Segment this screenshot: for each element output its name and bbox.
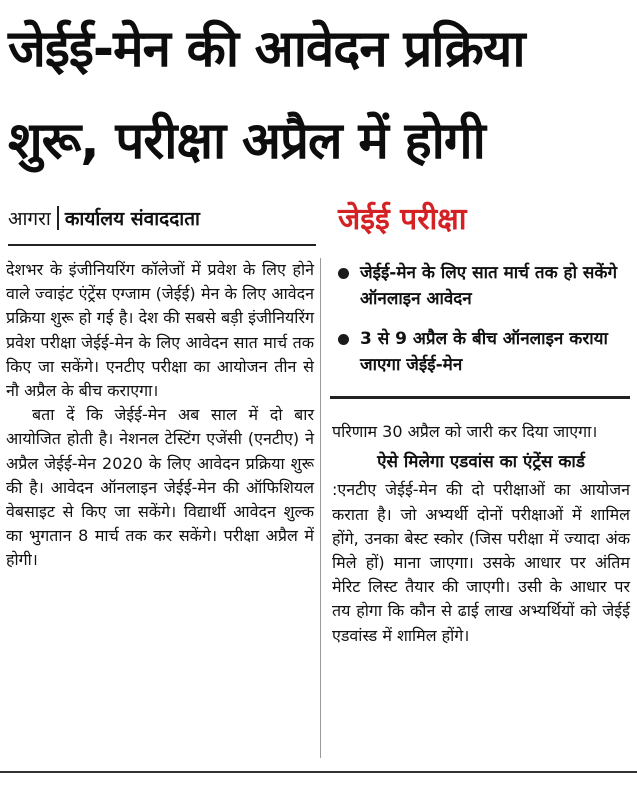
dateline-separator bbox=[57, 206, 59, 230]
dateline-byline: कार्यालय संवाददाता bbox=[64, 208, 200, 230]
dateline-rule bbox=[8, 244, 316, 246]
right-paragraph-2: :एनटीए जेईई-मेन की दो परीक्षाओं का आयोजन कराता है। जो अभ्यर्थी दोनों परीक्षाओं में शामिल होंगे, उनका बेस्ट स्कोर (जिस परीक्षा में ज्यादा अंक मिले हों) माना जाएगा। उसके आधार पर अंतिम मेरिट लिस्ट तैयार की जाएगी। उसी के आधार पर तय होगा कि कौन से ढाई लाख अभ्यर्थियों को जेईई एडवांस्ड में शामिल होंगे। bbox=[332, 480, 630, 645]
bottom-rule bbox=[0, 771, 637, 773]
bullet-dot-icon bbox=[338, 334, 349, 345]
dateline-city: आगरा bbox=[8, 208, 51, 230]
article-right-column bbox=[332, 420, 630, 648]
headline-line-1: जेईई-मेन की आवेदन प्रक्रिया bbox=[8, 20, 525, 79]
article-left-column bbox=[6, 258, 314, 573]
right-paragraph-1: परिणाम 30 अप्रैल को जारी कर दिया जाएगा। bbox=[332, 422, 598, 441]
headline-line-2: शुरू, परीक्षा अप्रैल में होगी bbox=[8, 112, 485, 171]
highlight-bullet bbox=[338, 260, 630, 312]
right-subheading: ऐसे मिलेगा एडवांस का एंट्रेंस कार्ड bbox=[377, 452, 585, 473]
highlight-box-bullets bbox=[338, 260, 630, 392]
highlight-box-title: जेईई परीक्षा bbox=[338, 202, 467, 237]
left-paragraph-2: बता दें कि जेईई-मेन अब साल में दो बार आयोजित होती है। नेशनल टेस्टिंग एजेंसी (एनटीए) ने अप्रैल जेईई-मेन 2020 के लिए आवेदन प्रक्रिया शुरू की है। आवेदन ऑनलाइन जेईई-मेन की ऑफिशियल वेबसाइट से किए जा सकेंगे। विद्यार्थी आवेदन शुल्क का भुगतान 8 मार्च तक कर सकेंगे। परीक्षा अप्रैल में होगी। bbox=[6, 405, 314, 570]
highlight-box-rule bbox=[330, 396, 630, 399]
headline bbox=[8, 4, 630, 188]
highlight-bullet bbox=[338, 326, 630, 378]
bullet-dot-icon bbox=[338, 268, 349, 279]
left-paragraph-1: देशभर के इंजीनियरिंग कॉलेजों में प्रवेश के लिए होने वाले ज्वाइंट एंट्रेंस एग्जाम (जेईई) मेन के लिए आवेदन प्रक्रिया शुरू हो गई है। देश की सबसे बड़ी इंजीनियरिंग प्रवेश परीक्षा जेईई-मेन के लिए आवेदन सात मार्च तक किए जा सकेंगे। एनटीए परीक्षा का आयोजन तीन से नौ अप्रैल के बीच कराएगा। bbox=[6, 260, 314, 401]
column-divider bbox=[320, 258, 321, 758]
highlight-bullet-text: 3 से 9 अप्रैल के बीच ऑनलाइन कराया जाएगा जेईई-मेन bbox=[360, 329, 608, 375]
highlight-bullet-text: जेईई-मेन के लिए सात मार्च तक हो सकेंगे ऑनलाइन आवेदन bbox=[360, 263, 618, 309]
dateline bbox=[8, 206, 200, 232]
